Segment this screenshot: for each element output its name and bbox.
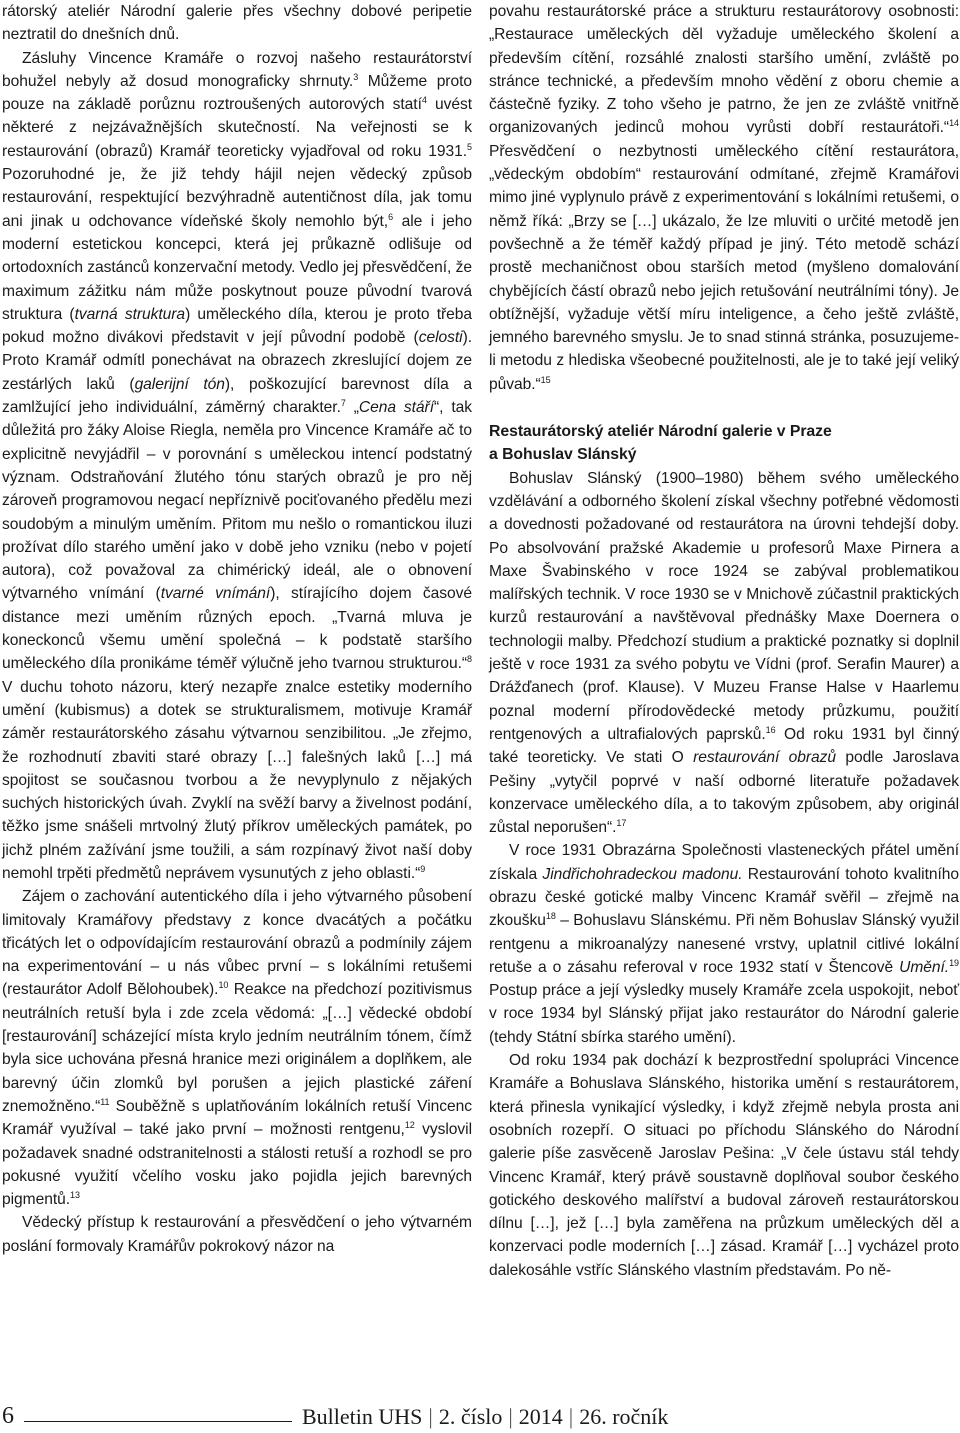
footnote-ref[interactable]: 18 [545,911,556,922]
section-heading [489,420,959,467]
heading-line: a Bohuslav Slánský [489,446,637,464]
footnote-ref[interactable]: 6 [388,211,394,222]
text-run: ) uměleckého díla, kterou je proto třeba pokud možno divákovi představit v její původní podobě ( [2,305,472,347]
footnote-ref[interactable]: 12 [404,1120,415,1131]
text-run: Zásluhy Vincence Kramáře o rozvoj našeho restaurátorství bohužel nebyly až dosud monograficky shrnuty. [2,49,472,90]
journal-info [302,1404,668,1430]
paragraph [489,0,959,396]
footnote-ref[interactable]: 8 [467,654,472,665]
paragraph: Vědecký přístup k restaurování a přesvědčení o jeho výtvarném poslání formovaly Kramářův pokrokový názor na [2,1214,472,1255]
footnote-ref[interactable]: 3 [353,71,359,82]
paragraph [2,885,472,1211]
text-run: ), poškozující barevnost díla a zamlžující jeho individuální, záměrný charakter. [2,375,473,417]
italic-term: Cena stáří [358,399,434,417]
text-run: V roce 1931 Obrazárna Společnosti vlasteneckých přátel umění získala [489,842,959,883]
text-run: Reakce na předchozí pozitivismus neutrálních retuší byla i zde zcela vědomá: „[…] vědecké období [restaurování] scházející místa krylo jedním neutrálním tónem, čímž byla sice uchována přesná hranice mezi originálem a doplňkem, ale barevný účin zlomků byl porušen a jejich plastické záření znemožněno.“ [2,981,472,1115]
text-run: Přesvědčení o nezbytnosti uměleckého cítění restaurátora, „vědeckým obdobím“ restaurování odmítané, zřejmě Kramářovi mimo jiné vyplynulo právě z experimentování s lokálními retušemi, o němž říká: „Brzy se […] ukázalo, že lze mluviti o určité metodě jen povšechně a že téměř každý případ je jiný. Této metodě schází prostě mechaničnost obou starších metod (myšleno domalování chybějících částí obrazů nebo jejich retušování neutrálními tóny). Je obtížnější, vyžaduje větší míru inteligence, a čeho ještě zvláště, jemného barevného smyslu. Je to snad stinná stránka, posuzujeme-li metodu z hlediska všeobecné použitelnosti, ale je to také její veliký půvab.“ [489,142,959,393]
issue-number: 2. číslo [438,1404,503,1429]
footnote-ref[interactable]: 15 [540,374,551,385]
italic-term: tvarná struktura [74,305,186,323]
journal-title: Bulletin UHS [302,1404,423,1429]
text-run: vyslovil požadavek snadné odstranitelnosti a stálosti retuší a rozhodl se pro pokusné využití včelího vosku jako pojidla jejich barevných pigmentů. [2,1121,472,1209]
paragraph [489,467,959,840]
footnote-ref[interactable]: 4 [421,95,427,106]
text-run: Restaurování tohoto kvalitního obrazu české gotické malby Vincenc Kramář svěřil – zřejmě na zkoušku [489,865,959,930]
paragraph [489,839,959,1049]
footnote-ref[interactable]: 19 [949,957,959,968]
text-run: ), stírajícího dojem časové distance mezi uměním různých epoch. „Tvarná mluva je koneckonců všemu umění společná – k podstatě staršího uměleckého díla pronikáme téměř výlučně jeho tvarnou strukturou.“ [2,585,472,673]
text-run: – Bohuslavu Slánskému. Při něm Bohuslav Slánský využil rentgenu a mikroanalýzy nanesené vrstvy, uplatnil citlivé lokální retuše a o zásahu referoval v roce 1932 statí v Štencově [489,912,959,976]
paragraph [2,47,472,886]
text-run: ). Proto Kramář odmítl ponechávat na obrazech zkreslující dojem ze zestárlých laků ( [2,329,472,393]
issue-year: 2014 [518,1404,563,1429]
italic-term: Jindřichohradeckou madonu. [542,865,743,883]
separator: | [508,1404,513,1429]
footer-rule [24,1421,292,1422]
text-run: Můžeme proto pouze na základě porůznu roztroušených autorových statí [2,72,472,114]
italic-term: galerijní tón [134,375,225,393]
footnote-ref[interactable]: 16 [765,724,776,735]
paragraph: Od roku 1934 pak dochází k bezprostřední spolupráci Vincence Kramáře a Bohuslava Slánského, historika umění s restaurátorem, která přinesla vynikající výsledky, i když zřejmě nebyla prosta ani osobních rozepří. O situaci po příchodu Slánského do Národní galerie píše zasvěceně Jaroslav Pešina: „V čele ústavu stál tehdy Vincenc Kramář, který právě soustavně doplňoval soubor českého gotického deskového malířství a budoval zároveň restaurátorskou dílnu […], jež […] byla zaměřena na průzkum uměleckých děl a konzervaci podle moderních […] zásad. Kramář […] vycházel proto dalekosáhle vstříc Slánského vlastním představám. Po ně- [489,1052,959,1279]
italic-term: tvarné vnímání [160,585,271,603]
text-run: “, tak důležitá pro žáky Aloise Riegla, neměla pro Vincence Kramáře ač to explicitně nevyjádřil – v porovnání s uměleckou intencí podstatný význam. Odstraňování žlutého tónu starých obrazů je pro něj zároveň programovou negací nepříznivě pociťovaného předělu mezi soudobým a minulým uměním. Přitom mu nešlo o romantickou iluzi prožívat dílo starého umění jako v době jeho vzniku (nebo v pojetí autora), což považoval za chimérický ideál, ale o obnovení výtvarného vnímání ( [2,399,472,603]
text-run: ale i jeho moderní estetickou koncepci, která jej průkazně odlišuje od ortodoxních zastánců konzervační metody. Vedlo jej přesvědčení, že maximum zážitku nám může poskytnout pouze původní tvarová struktura ( [2,212,472,323]
separator: | [428,1404,433,1429]
volume-number: 26. ročník [579,1404,669,1429]
text-run: Zájem o zachování autentického díla i jeho výtvarného působení limitovaly Kramářovy představy z konce dvacátých a počátku třicátých let o odpovídajícím restaurování obrazů a podmínily zájem na experimentování – u nás vůbec první – s lokálními retušemi (restaurátor Adolf Bělohoubek). [2,888,472,999]
text-run: „ [345,399,359,417]
footnote-ref[interactable]: 13 [70,1190,80,1201]
text-run: uvést některé z nejzávažnějších skutečností. Na veřejnosti se k restaurování (obrazů) Kramář teoreticky vyjadřoval od roku 1931. [2,96,472,160]
italic-term: celosti [418,329,463,347]
footnote-ref[interactable]: 5 [467,141,472,152]
footnote-ref[interactable]: 17 [616,818,627,829]
text-run: Pozoruhodné je, že již tehdy hájil nejen vědecký způsob restaurování, respektující bezvýhradně autentičnost díla, jak tomu ani jinak u odchovance vídeňské školy nemohlo být, [2,166,472,230]
italic-term: restaurování obrazů [693,749,836,767]
left-column [2,0,472,1258]
text-run: V duchu tohoto názoru, který nezapře znalce estetiky moderního umění (kubismus) a dotek se strukturalismem, motivuje Kramář záměr restaurátorského zásahu výtvarnou senzibilitou. „Je zřejmo, že rozhodnutí zbaviti staré obrazy […] falešných laků […] má spojitost se současnou tvorbou a že nevyplynulo z nějakých suchých historických úvah. Zvyklí na svěží barvy a živelnost podání, těžko jsme snášeli mrtvolný žlutý příkrov uměleckých památek, po jichž plném zažívání jsme toužili, a sám rozpínavý život naší doby nemohl trpěti předmětů neprávem vysunutých z jeho oblasti.“ [2,678,472,882]
text-run: povahu restaurátorské práce a strukturu restaurátorovy osobnosti: „Restaurace uměleckých děl vyžaduje uměleckého školení a především cítění, rozsáhlé znalosti staršího umění, zvláště po stránce technické, a především mnoho vědění z oboru chemie a částečně fyziky. Z toho všeho je patrno, že jen ze zvláště vnitřně organizovaných jedinců mohou vyrůsti dobří restaurátoři.“ [489,3,959,137]
footnote-ref[interactable]: 7 [340,398,346,409]
text-run: Postup práce a její výsledky musely Kramáře zcela uspokojit, neboť v roce 1934 byl Slánský přijat jako restaurátor do Národní galerie (tehdy Státní sbírka starého umění). [489,982,959,1046]
italic-term: Umění. [899,958,950,976]
footnote-ref[interactable]: 9 [420,863,426,874]
page-number: 6 [2,1403,14,1429]
footnote-ref[interactable]: 14 [949,118,959,129]
text-run: podle Jaroslava Pešiny „vytyčil poprvé v naší odborné literatuře požadavek konzervace uměleckého díla, a to takovým způsobem, aby originál zůstal neporušen“. [489,749,959,837]
page-footer [0,1399,960,1433]
text-run: Od roku 1931 byl činný také teoreticky. Ve stati O [489,725,959,767]
footnote-ref[interactable]: 10 [218,980,229,991]
paragraph: rátorský ateliér Národní galerie přes všechny dobové peripetie neztratil do dnešních dnů. [2,3,472,44]
right-column [489,0,959,1282]
text-run: Souběžně s uplatňováním lokálních retuší Vincenc Kramář využíval – také jako první – možnosti rentgenu, [2,1097,472,1139]
heading-line: Restaurátorský ateliér Národní galerie v Praze [489,423,832,441]
footnote-ref[interactable]: 11 [100,1096,110,1107]
text-run: Bohuslav Slánský (1900–1980) během svého uměleckého vzdělávání a odborného školení získal všechny potřebné vědomosti a dovednosti požadované od restaurátora na úrovni tehdejší doby. Po absolvování pražské Akademie u profesorů Maxe Pirnera a Maxe Švabinského v roce 1924 se zabýval problematikou malířských technik. V roce 1930 se v Mnichově zúčastnil praktických kurzů restaurování a navštěvoval přednášky Maxe Doernera o technologii malby. Předchozí studium a praktické poznatky si doplnil ještě v roce 1931 za svého pobytu ve Vídni (prof. Serafin Maurer) a Drážďanech (prof. Klause). V Muzeu Franse Halse v Haarlemu poznal moderní přírodovědecké metody průzkumu, použití rentgenových a ultrafialových paprsků. [489,469,959,743]
separator: | [568,1404,574,1429]
